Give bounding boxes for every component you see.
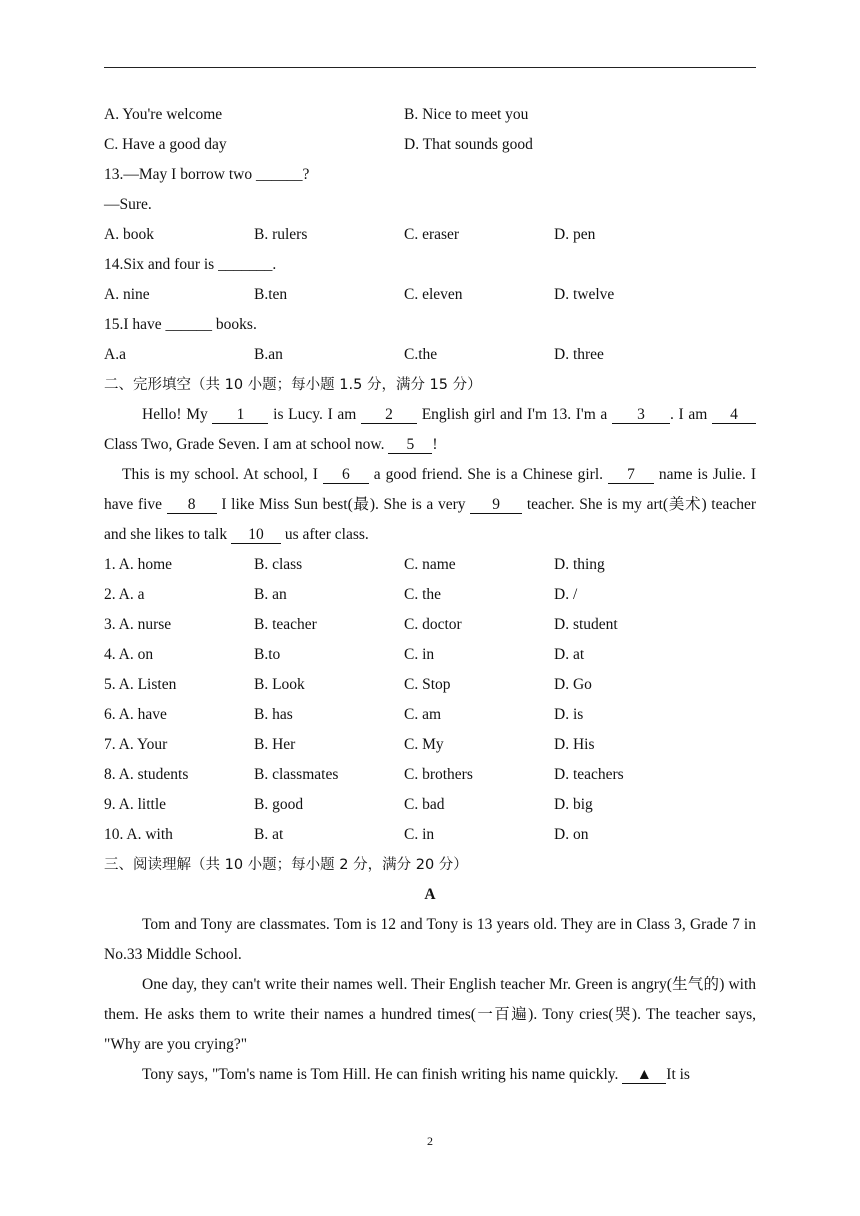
- q15-stem: 15.I have ______ books.: [104, 316, 257, 333]
- option-b: B. classmates: [254, 766, 339, 783]
- cloze-blank-2: 2: [361, 406, 417, 424]
- option-b: B. an: [254, 586, 287, 603]
- q12-options-row-2: [104, 130, 756, 160]
- cloze-text: name is Julie. I have five: [104, 466, 756, 513]
- cloze-option-row: [104, 820, 756, 850]
- reading-passage: [104, 910, 756, 1090]
- cloze-blank-1: 1: [212, 406, 268, 424]
- option-b: B. Look: [254, 676, 305, 693]
- option-b: B. at: [254, 826, 284, 843]
- option-b: B. good: [254, 796, 304, 813]
- q15-option-d: D. three: [554, 346, 604, 363]
- cloze-text: English girl and I'm 13. I'm a: [417, 406, 612, 423]
- option-c: C. My: [404, 736, 444, 753]
- section2-heading: 二、完形填空（共 10 小题；每小题 1.5 分，满分 15 分）: [104, 377, 482, 393]
- cloze-text: I like Miss Sun best(最). She is a very: [216, 496, 471, 513]
- option-b: B. class: [254, 556, 303, 573]
- option-b: B.to: [254, 646, 281, 663]
- q15-option-b: B.an: [254, 346, 283, 363]
- header-rule: [104, 67, 756, 68]
- cloze-option-row: [104, 580, 756, 610]
- q12-options-row-1: [104, 100, 756, 130]
- reading-paragraph-1: Tom and Tony are classmates. Tom is 12 and Tony is 13 years old. They are in Class 3, Grade 7 in No.33 Middle School.: [104, 916, 756, 963]
- cloze-blank-8: 8: [167, 496, 217, 514]
- q13-option-a: A. book: [104, 226, 154, 243]
- option-d: D. is: [554, 706, 584, 723]
- option-a: 2. A. a: [104, 586, 145, 603]
- option-d: D. /: [554, 586, 578, 603]
- cloze-blank-4: 4: [712, 406, 756, 424]
- q14-option-b: B.ten: [254, 286, 288, 303]
- cloze-text: us after class.: [281, 526, 369, 543]
- q12-option-c: C. Have a good day: [104, 136, 227, 153]
- option-a: 8. A. students: [104, 766, 189, 783]
- option-d: D. His: [554, 736, 595, 753]
- cloze-text: teacher. She is my art(美术) teacher and she likes to talk: [104, 496, 756, 543]
- q13-option-b: B. rulers: [254, 226, 308, 243]
- option-a: 7. A. Your: [104, 736, 168, 753]
- cloze-text: . I am: [669, 406, 712, 423]
- cloze-options: [104, 550, 756, 850]
- option-c: C. in: [404, 646, 435, 663]
- option-d: D. on: [554, 826, 589, 843]
- option-c: C. brothers: [404, 766, 473, 783]
- q13-stem: 13.—May I borrow two ______?: [104, 166, 310, 183]
- q13-option-c: C. eraser: [404, 226, 460, 243]
- option-c: C. in: [404, 826, 435, 843]
- option-a: 9. A. little: [104, 796, 166, 813]
- option-a: 1. A. home: [104, 556, 173, 573]
- reading-paragraph-3: [104, 1060, 756, 1090]
- q14-options: [104, 280, 756, 310]
- cloze-text: !: [432, 436, 438, 453]
- option-d: D. at: [554, 646, 585, 663]
- q15-option-c: C.the: [404, 346, 438, 363]
- option-b: B. teacher: [254, 616, 317, 633]
- cloze-text: is Lucy. I am: [268, 406, 362, 423]
- q13-options: [104, 220, 756, 250]
- passage-label: A: [424, 886, 436, 903]
- option-a: 6. A. have: [104, 706, 167, 723]
- cloze-option-row: [104, 700, 756, 730]
- option-a: 5. A. Listen: [104, 676, 177, 693]
- option-b: B. has: [254, 706, 293, 723]
- q12-option-a: A. You're welcome: [104, 106, 223, 123]
- cloze-paragraph-2: [104, 460, 756, 550]
- option-c: C. Stop: [404, 676, 451, 693]
- cloze-blank-3: 3: [612, 406, 670, 424]
- cloze-text: a good friend. She is a Chinese girl.: [368, 466, 608, 483]
- option-c: C. name: [404, 556, 456, 573]
- q14-option-c: C. eleven: [404, 286, 463, 303]
- cloze-blank-7: 7: [608, 466, 654, 484]
- cloze-option-row: [104, 610, 756, 640]
- q14-stem: 14.Six and four is _______.: [104, 256, 277, 273]
- q15-options: [104, 340, 756, 370]
- page-content: [104, 100, 756, 1090]
- q13-option-d: D. pen: [554, 226, 596, 243]
- q13-reply: —Sure.: [104, 196, 152, 213]
- option-a: 10. A. with: [104, 826, 173, 843]
- section3-heading: 三、阅读理解（共 10 小题；每小题 2 分，满分 20 分）: [104, 857, 468, 873]
- cloze-blank-5: 5: [388, 436, 432, 454]
- reading-paragraph-2: One day, they can't write their names well. Their English teacher Mr. Green is angry(生气的) with them. He asks them to write their names a hundred times(一百遍). Tony cries(哭). The teacher says, "Why are you crying?": [104, 976, 756, 1053]
- q14-option-a: A. nine: [104, 286, 150, 303]
- option-c: C. the: [404, 586, 442, 603]
- reading-text: It is: [666, 1066, 690, 1083]
- option-c: C. am: [404, 706, 442, 723]
- option-a: 3. A. nurse: [104, 616, 172, 633]
- option-d: D. student: [554, 616, 618, 633]
- q12-option-b: B. Nice to meet you: [404, 106, 529, 123]
- cloze-text: Hello! My: [142, 406, 213, 423]
- q15-option-a: A.a: [104, 346, 126, 363]
- cloze-option-row: [104, 550, 756, 580]
- cloze-passage: [104, 400, 756, 550]
- cloze-paragraph-1: [104, 400, 756, 460]
- cloze-option-row: [104, 730, 756, 760]
- cloze-blank-9: 9: [470, 496, 522, 514]
- cloze-text: This is my school. At school, I: [122, 466, 323, 483]
- q12-option-d: D. That sounds good: [404, 136, 533, 153]
- option-d: D. teachers: [554, 766, 624, 783]
- option-b: B. Her: [254, 736, 296, 753]
- cloze-option-row: [104, 670, 756, 700]
- option-d: D. Go: [554, 676, 592, 693]
- cloze-option-row: [104, 790, 756, 820]
- q14-option-d: D. twelve: [554, 286, 615, 303]
- cloze-option-row: [104, 760, 756, 790]
- cloze-text: Class Two, Grade Seven. I am at school now.: [104, 436, 389, 453]
- option-d: D. big: [554, 796, 593, 813]
- reading-text: Tony says, "Tom's name is Tom Hill. He can finish writing his name quickly.: [142, 1066, 623, 1083]
- option-d: D. thing: [554, 556, 605, 573]
- option-a: 4. A. on: [104, 646, 154, 663]
- option-c: C. bad: [404, 796, 445, 813]
- triangle-blank-marker: ▲: [622, 1066, 666, 1084]
- cloze-blank-6: 6: [323, 466, 369, 484]
- option-c: C. doctor: [404, 616, 462, 633]
- cloze-blank-10: 10: [231, 526, 281, 544]
- cloze-option-row: [104, 640, 756, 670]
- page-number: 2: [427, 1134, 433, 1148]
